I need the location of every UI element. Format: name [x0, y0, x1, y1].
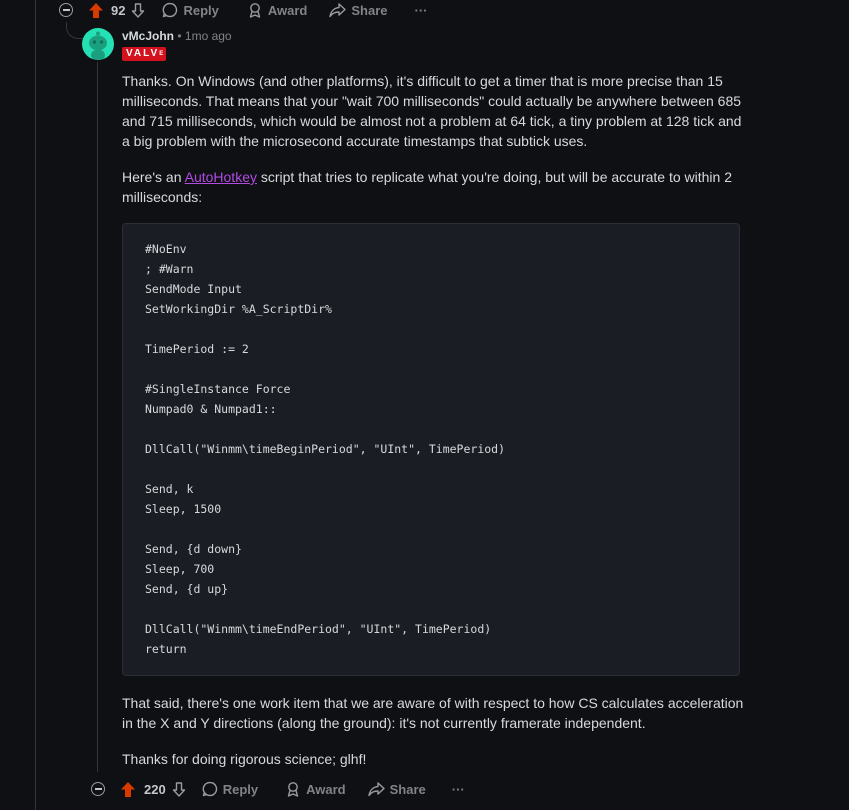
- reply-label: Reply: [183, 2, 219, 18]
- award-label: Award: [267, 2, 308, 18]
- avatar[interactable]: [82, 28, 114, 60]
- meta-separator: •: [177, 29, 182, 43]
- flair-text: VALV: [126, 48, 160, 59]
- flair-suffix: E: [159, 51, 164, 57]
- comment-paragraph-2: Here's an AutoHotkey script that tries to replicate what you're doing, but will be accurate to within 2 milliseconds:: [122, 169, 733, 205]
- share-label: Share: [389, 781, 426, 797]
- code-block: [122, 223, 740, 676]
- code-line: return: [145, 642, 187, 656]
- code-line: Sleep, 1500: [145, 502, 222, 516]
- vote-count: 92: [111, 2, 126, 18]
- downvote-button[interactable]: [131, 3, 145, 18]
- vote-count: 220: [144, 781, 166, 797]
- code-line: [145, 319, 717, 339]
- autohotkey-link[interactable]: AutoHotkey: [184, 169, 257, 185]
- award-button[interactable]: [285, 781, 346, 797]
- share-arrow-icon: [368, 781, 385, 797]
- comment-action-bar: [91, 778, 465, 800]
- award-label: Award: [306, 781, 346, 797]
- comment-header: [122, 29, 232, 43]
- comment-paragraph-4: Thanks for doing rigorous science; glhf!: [122, 751, 367, 767]
- collapse-comment-button[interactable]: [91, 782, 105, 796]
- upvote-arrow-icon: [89, 3, 103, 18]
- snoo-avatar-icon: [82, 28, 114, 60]
- comment-paragraph-1: Thanks. On Windows (and other platforms), it's difficult to get a timer that is more precise than 15 milliseconds. That means that your "wait 700 milliseconds" could actually be anywhere between 685 and 715 milliseconds, which would be almost not a problem at 64 tick, a tiny problem at 128 tick and a big problem with the microsecond accurate timestamps that subtick uses.: [122, 73, 742, 149]
- code-line: ; #Warn: [145, 262, 194, 276]
- upvote-button[interactable]: [121, 782, 135, 797]
- award-button[interactable]: [247, 2, 308, 18]
- code-line: TimePeriod := 2: [145, 342, 249, 356]
- share-label: Share: [351, 2, 388, 18]
- collapse-thread-button[interactable]: [59, 3, 73, 17]
- code-line: Sleep, 700: [145, 562, 215, 576]
- downvote-arrow-icon: [172, 782, 186, 797]
- reply-label: Reply: [222, 781, 259, 797]
- upvote-arrow-icon: [121, 782, 135, 797]
- share-button[interactable]: [368, 781, 426, 797]
- more-options-button[interactable]: ···: [451, 781, 465, 797]
- downvote-button[interactable]: [172, 782, 186, 797]
- code-line: Send, k: [145, 482, 194, 496]
- thread-line-inner: [97, 62, 98, 772]
- thread-line-outer: [35, 0, 36, 810]
- code-line: DllCall("Winmm\timeBeginPeriod", "UInt", TimePeriod): [145, 442, 506, 456]
- code-line: Send, {d up}: [145, 582, 229, 596]
- code-line: [145, 359, 717, 379]
- code-line: [145, 419, 717, 439]
- upvote-button[interactable]: [89, 3, 103, 18]
- parent-action-bar: [59, 0, 428, 21]
- user-flair: [122, 47, 166, 61]
- award-ribbon-icon: [247, 2, 263, 18]
- reply-button[interactable]: [162, 2, 218, 18]
- comment-paragraph-3: That said, there's one work item that we are aware of with respect to how CS calculates acceleration in the X and Y directions (along the ground): it's not currently framerate independent.: [122, 695, 744, 731]
- code-line: [145, 459, 717, 479]
- reply-button[interactable]: [202, 781, 258, 797]
- code-line: SetWorkingDir %A_ScriptDir%: [145, 302, 332, 316]
- code-line: Numpad0 & Numpad1::: [145, 402, 277, 416]
- share-button[interactable]: [329, 2, 387, 18]
- code-line: Send, {d down}: [145, 542, 242, 556]
- downvote-arrow-icon: [131, 3, 145, 18]
- more-options-button[interactable]: ···: [414, 2, 428, 18]
- award-ribbon-icon: [285, 781, 301, 797]
- username[interactable]: vMcJohn: [122, 29, 175, 43]
- code-line: #SingleInstance Force: [145, 382, 291, 396]
- comment-timestamp[interactable]: 1mo ago: [184, 29, 232, 43]
- code-line: #NoEnv: [145, 242, 187, 256]
- code-line: SendMode Input: [145, 282, 242, 296]
- code-line: [145, 519, 717, 539]
- comment-bubble-icon: [162, 2, 178, 18]
- share-arrow-icon: [329, 2, 346, 18]
- comment-bubble-icon: [202, 781, 218, 797]
- code-line: DllCall("Winmm\timeEndPeriod", "UInt", TimePeriod): [145, 622, 492, 636]
- thread-branch-curve: [66, 22, 83, 39]
- code-line: [145, 599, 717, 619]
